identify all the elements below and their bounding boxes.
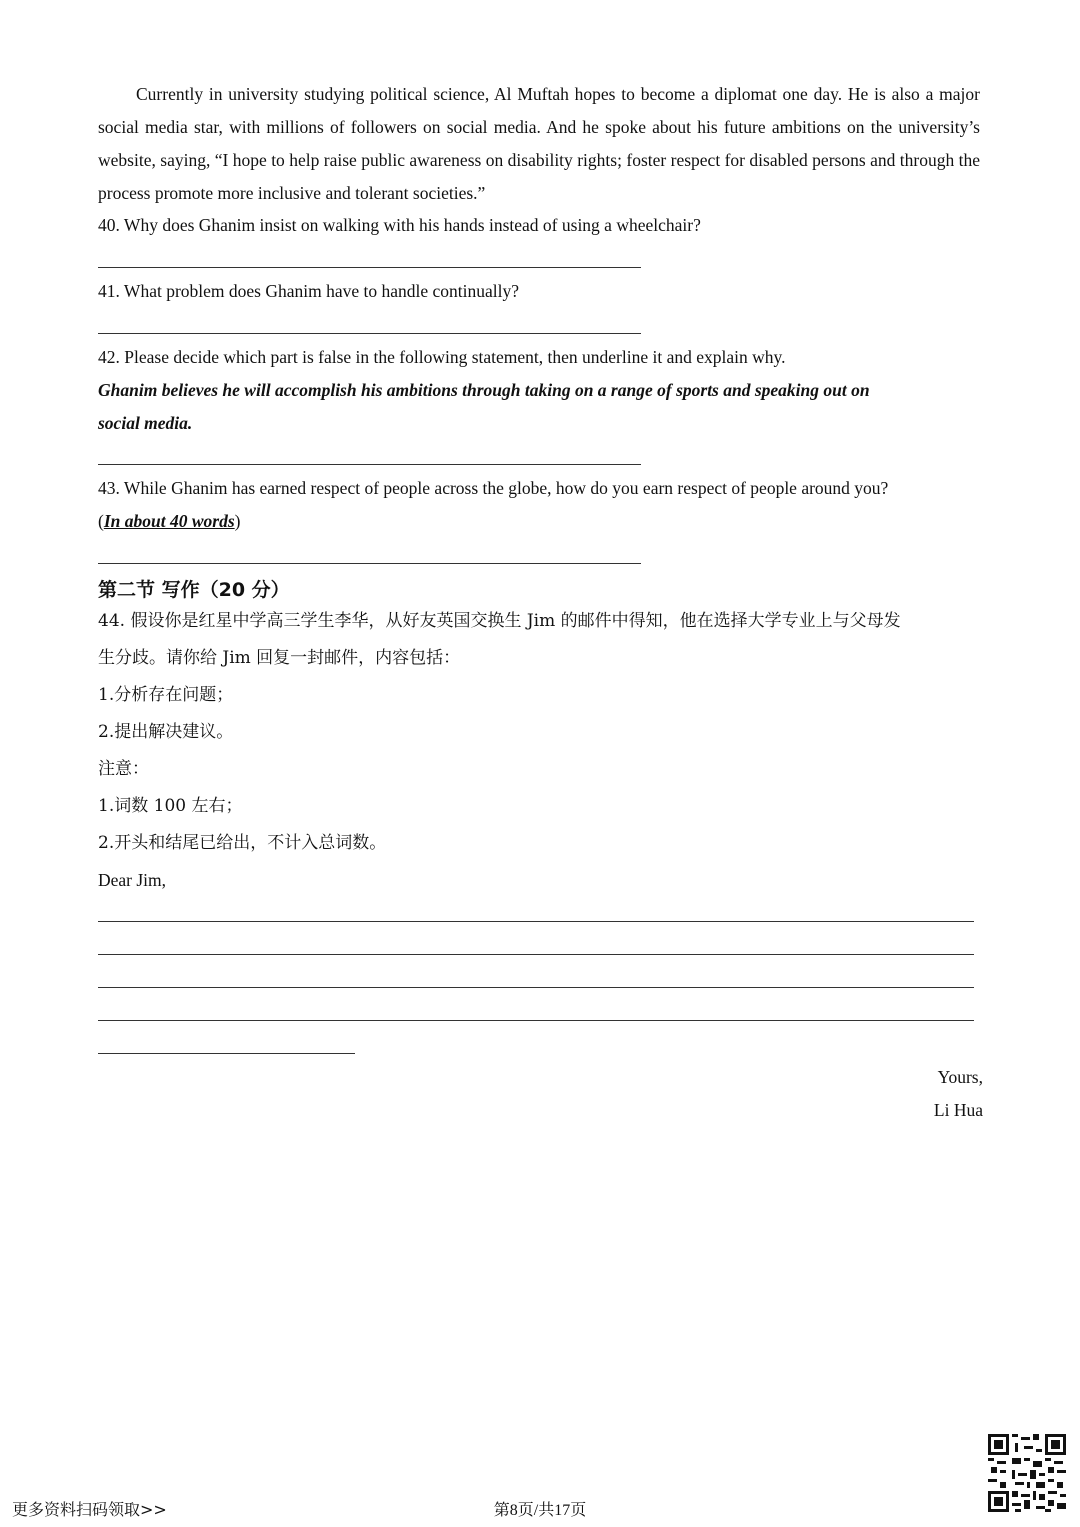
writing-section-title: 第二节 写作（20 分）: [98, 579, 290, 601]
passage-paragraph: Currently in university studying political science, Al Muftah hopes to become a diplomat one day. He is also a major social media star, with millions of followers on social media. And he spoke about his future ambitions on the university’s website, saying, “I hope to help raise public awareness on disability rights; foster respect for disabled persons and through the process promote more inclusive and tolerant societies.”: [98, 84, 980, 203]
word-limit-open: (: [98, 511, 104, 531]
writing-item-2: 2.提出解决建议。: [98, 722, 234, 742]
writing-line-3: [98, 987, 974, 988]
page-number: 第8页/共17页: [493, 1502, 587, 1519]
question-43-word-limit: [98, 505, 240, 538]
question-42: 42. Please decide which part is false in the following statement, then underline it and explain why.: [98, 347, 786, 367]
question-43: 43. While Ghanim has earned respect of people across the globe, how do you earn respect of people around you?: [98, 478, 889, 498]
writing-note-1: 1.词数 100 左右；: [98, 796, 243, 816]
writing-line-5: [98, 1053, 355, 1054]
answer-line-42: [98, 464, 641, 465]
question-42-statement-line1: Ghanim believes he will accomplish his ambitions through taking on a range of sports and speaking out on: [98, 380, 870, 400]
answer-line-40: [98, 267, 641, 268]
writing-item-1: 1.分析存在问题；: [98, 685, 234, 705]
writing-line-1: [98, 921, 974, 922]
footer-more-resources-link[interactable]: 更多资料扫码领取>>: [12, 1500, 167, 1519]
writing-note-label: 注意：: [98, 759, 149, 779]
question-42-statement-line2: social media.: [98, 413, 193, 433]
writing-line-2: [98, 954, 974, 955]
word-limit-text: In about 40 words: [103, 511, 235, 531]
answer-line-43: [98, 563, 641, 564]
letter-closing: Yours,: [937, 1067, 983, 1087]
word-limit-close: ): [234, 511, 241, 531]
qr-code-icon[interactable]: [988, 1434, 1066, 1512]
writing-line-4: [98, 1020, 974, 1021]
answer-line-41: [98, 333, 641, 334]
letter-salutation: Dear Jim,: [98, 870, 167, 890]
letter-signature: Li Hua: [933, 1100, 983, 1120]
writing-prompt-line2: 生分歧。请你给 Jim 回复一封邮件，内容包括：: [98, 648, 461, 668]
writing-note-2: 2.开头和结尾已给出，不计入总词数。: [98, 833, 387, 853]
writing-prompt-line1: 44. 假设你是红星中学高三学生李华，从好友英国交换生 Jim 的邮件中得知，他在选择大学专业上与父母发: [98, 611, 901, 631]
question-41: 41. What problem does Ghanim have to handle continually?: [98, 281, 520, 301]
question-40: 40. Why does Ghanim insist on walking with his hands instead of using a wheelchair?: [98, 215, 701, 235]
